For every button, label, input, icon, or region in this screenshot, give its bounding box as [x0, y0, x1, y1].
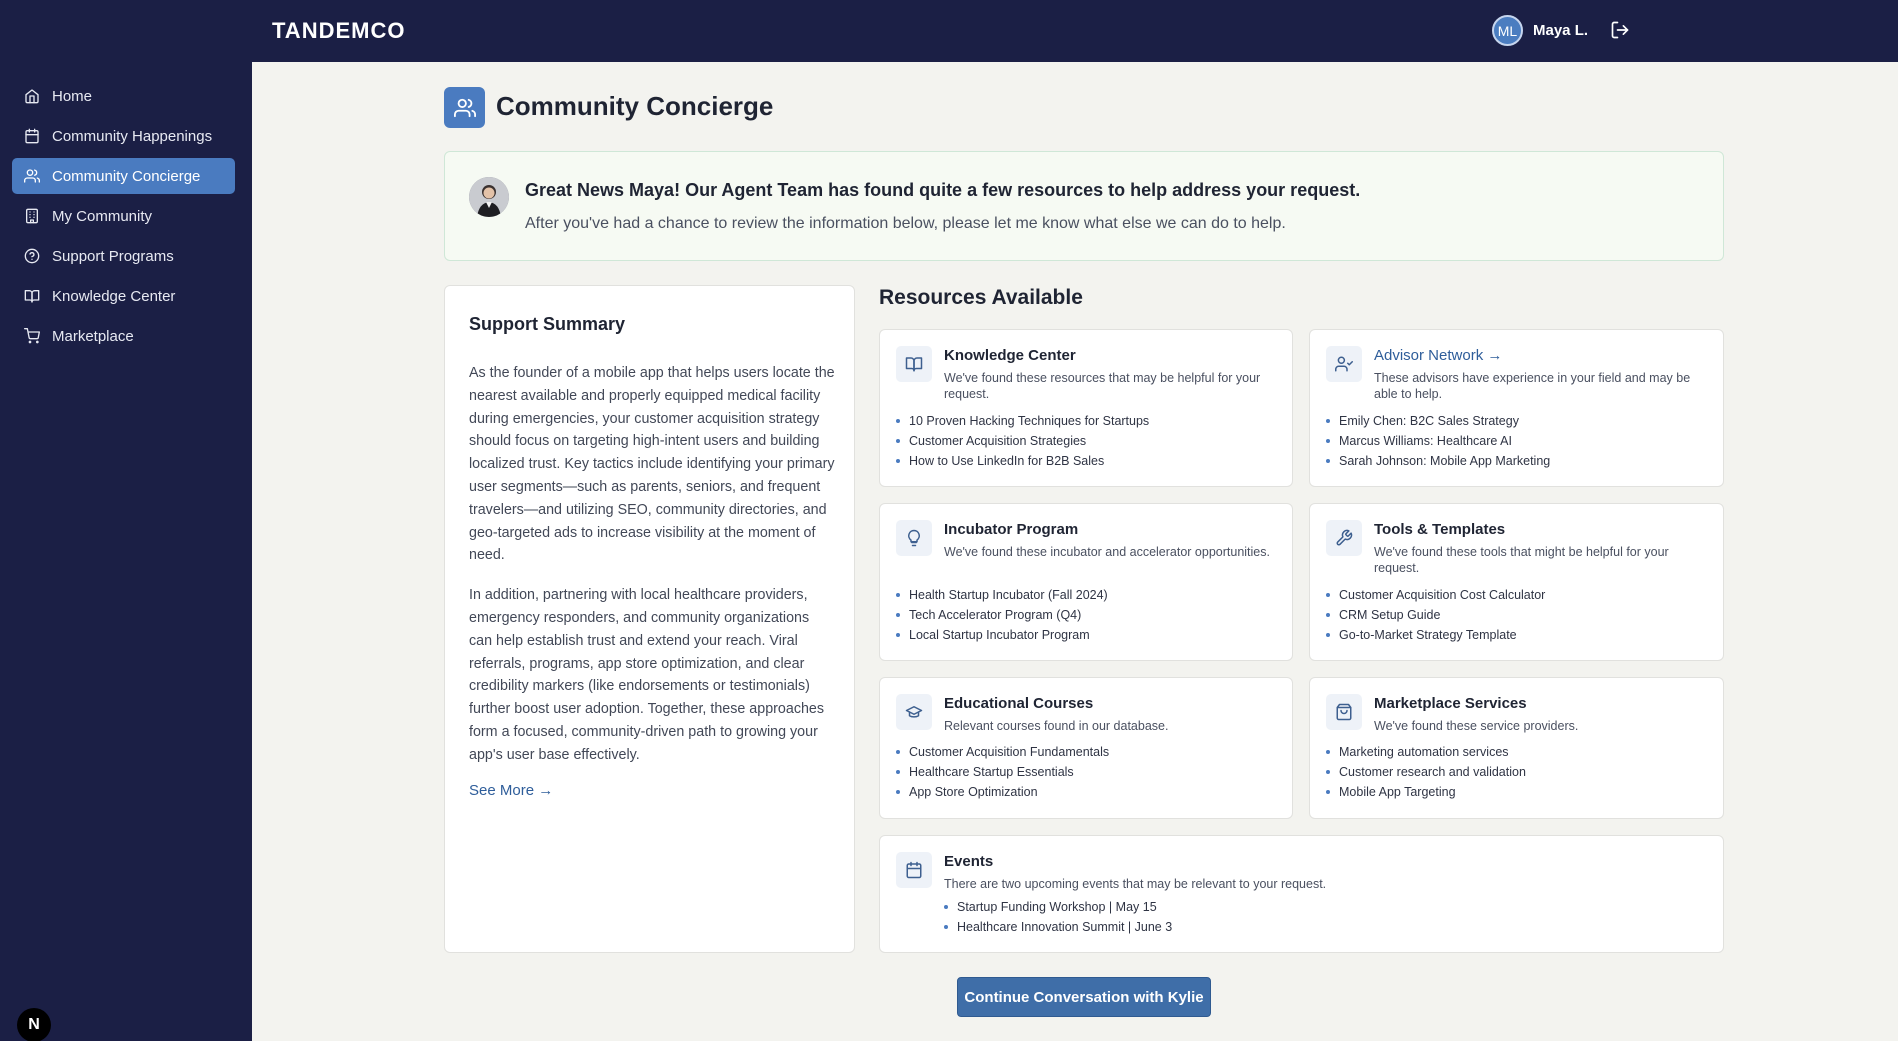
card-title: Incubator Program: [944, 521, 1079, 538]
list-item[interactable]: Customer Acquisition Cost Calculator: [1326, 585, 1545, 605]
card-description: We've found these service providers.: [1374, 719, 1579, 733]
list-item[interactable]: Marcus Williams: Healthcare AI: [1326, 431, 1550, 451]
page-title-icon: [444, 87, 485, 128]
list-item[interactable]: How to Use LinkedIn for B2B Sales: [896, 451, 1149, 471]
banner-subtext: After you've had a chance to review the information below, please let me know what else we can do to help.: [525, 215, 1286, 232]
graduation-cap-icon: [896, 694, 932, 730]
list-item[interactable]: CRM Setup Guide: [1326, 605, 1545, 625]
educational-courses-card[interactable]: [879, 677, 1293, 819]
calendar-icon: [896, 852, 932, 888]
summary-paragraph: As the founder of a mobile app that helps users locate the nearest available and properly equipped medical facility during emergencies, your customer acquisition strategy should focus on targeting high-intent users and building localized trust. Key tactics include identifying your primary user segments—such as parents, seniors, and frequent travelers—and utilizing SEO, community directories, and geo-targeted ads to increase visibility at the moment of need.: [469, 365, 835, 564]
user-menu[interactable]: [1492, 15, 1588, 46]
sidebar-item-knowledge-center[interactable]: [12, 278, 235, 314]
wrench-icon: [1326, 520, 1362, 556]
list-item[interactable]: Customer Acquisition Strategies: [896, 431, 1149, 451]
book-icon: [896, 346, 932, 382]
sidebar-item-label: Community Concierge: [52, 167, 201, 185]
sidebar-item-label: Support Programs: [52, 247, 174, 265]
top-bar: [0, 0, 1898, 62]
card-description: We've found these resources that may be helpful for your request.: [944, 371, 1261, 401]
resources-title: Resources Available: [879, 286, 1083, 309]
list-item[interactable]: 10 Proven Hacking Techniques for Startups: [896, 411, 1149, 431]
sidebar-item-community-happenings[interactable]: [12, 118, 235, 154]
resource-list: [896, 585, 1108, 645]
list-item[interactable]: Health Startup Incubator (Fall 2024): [896, 585, 1108, 605]
brand-logo[interactable]: TANDEMCO: [272, 18, 406, 43]
help-circle-icon: [24, 248, 40, 264]
resource-list: [1326, 585, 1545, 645]
resource-list: [1326, 742, 1526, 802]
lightbulb-icon: [896, 520, 932, 556]
card-title: Educational Courses: [944, 695, 1094, 712]
sidebar-item-label: My Community: [52, 207, 153, 225]
event-list: [944, 897, 1172, 937]
user-name[interactable]: Maya L.: [1533, 22, 1589, 39]
knowledge-center-card[interactable]: [879, 329, 1293, 487]
sidebar-item-community-concierge[interactable]: [12, 158, 235, 194]
logout-icon[interactable]: [1610, 20, 1632, 42]
sidebar-item-support-programs[interactable]: [12, 238, 235, 274]
summary-paragraph: In addition, partnering with local healthcare providers, emergency responders, and community organizations can help establish trust and extend your reach. Viral referrals, programs, app store optimization, and clear credibility markers (like endorsements or testimonials) further boost user adoption. Together, these approaches form a focused, community-driven path to growing your app's user base effectively.: [469, 587, 825, 763]
list-item[interactable]: Startup Funding Workshop | May 15: [944, 897, 1172, 917]
building-icon: [24, 208, 40, 224]
sidebar-item-home[interactable]: [12, 78, 235, 114]
list-item[interactable]: Go-to-Market Strategy Template: [1326, 625, 1545, 645]
card-description: We've found these tools that might be helpful for your request.: [1374, 545, 1669, 575]
list-item[interactable]: Sarah Johnson: Mobile App Marketing: [1326, 451, 1550, 471]
users-icon: [454, 97, 476, 119]
list-item[interactable]: Mobile App Targeting: [1326, 782, 1526, 802]
shopping-bag-icon: [1326, 694, 1362, 730]
support-summary-text: [469, 362, 836, 784]
continue-conversation-button[interactable]: Continue Conversation with Kylie: [957, 977, 1211, 1017]
sidebar-item-label: Marketplace: [52, 327, 134, 345]
resource-list: [896, 411, 1149, 471]
agent-message-banner: [444, 151, 1724, 261]
card-description: Relevant courses found in our database.: [944, 719, 1169, 733]
list-item[interactable]: Tech Accelerator Program (Q4): [896, 605, 1108, 625]
avatar[interactable]: ML: [1492, 15, 1523, 46]
card-description: There are two upcoming events that may be relevant to your request.: [944, 877, 1327, 891]
card-title: Events: [944, 853, 994, 870]
banner-headline: Great News Maya! Our Agent Team has found quite a few resources to help address your request.: [525, 180, 1361, 200]
agent-avatar: [469, 177, 509, 217]
book-icon: [24, 288, 40, 304]
tools-templates-card[interactable]: [1309, 503, 1724, 661]
list-item[interactable]: Customer research and validation: [1326, 762, 1526, 782]
sidebar-item-my-community[interactable]: [12, 198, 235, 234]
advisor-network-card[interactable]: [1309, 329, 1724, 487]
calendar-icon: [24, 128, 40, 144]
sidebar-item-label: Knowledge Center: [52, 287, 176, 305]
card-title: Tools & Templates: [1374, 521, 1506, 538]
resource-list: [1326, 411, 1550, 471]
dev-badge[interactable]: N: [17, 1008, 51, 1041]
page-title: Community Concierge: [496, 91, 774, 121]
marketplace-services-card[interactable]: [1309, 677, 1724, 819]
sidebar-item-label: Home: [52, 87, 93, 105]
users-icon: [24, 168, 40, 184]
advisor-network-link[interactable]: Advisor Network →: [1374, 347, 1503, 364]
list-item[interactable]: Customer Acquisition Fundamentals: [896, 742, 1109, 762]
support-summary-panel: [444, 285, 855, 953]
incubator-program-card[interactable]: [879, 503, 1293, 661]
list-item[interactable]: App Store Optimization: [896, 782, 1109, 802]
sidebar-item-marketplace[interactable]: [12, 318, 235, 354]
events-card[interactable]: [879, 835, 1724, 953]
sidebar-item-label: Community Happenings: [52, 127, 213, 145]
resource-list: [896, 742, 1109, 802]
list-item[interactable]: Healthcare Startup Essentials: [896, 762, 1109, 782]
card-description: We've found these incubator and accelerator opportunities.: [944, 545, 1270, 559]
home-icon: [24, 88, 40, 104]
card-title: Marketplace Services: [1374, 695, 1527, 712]
list-item[interactable]: Marketing automation services: [1326, 742, 1526, 762]
see-more-link[interactable]: See More →: [469, 782, 554, 799]
card-title: Knowledge Center: [944, 347, 1076, 364]
list-item[interactable]: Healthcare Innovation Summit | June 3: [944, 917, 1172, 937]
sidebar: [0, 62, 252, 1041]
list-item[interactable]: Emily Chen: B2C Sales Strategy: [1326, 411, 1550, 431]
user-check-icon: [1326, 346, 1362, 382]
support-summary-title: Support Summary: [469, 314, 626, 334]
cart-icon: [24, 328, 40, 344]
card-description: These advisors have experience in your field and may be able to help.: [1374, 371, 1691, 401]
list-item[interactable]: Local Startup Incubator Program: [896, 625, 1108, 645]
